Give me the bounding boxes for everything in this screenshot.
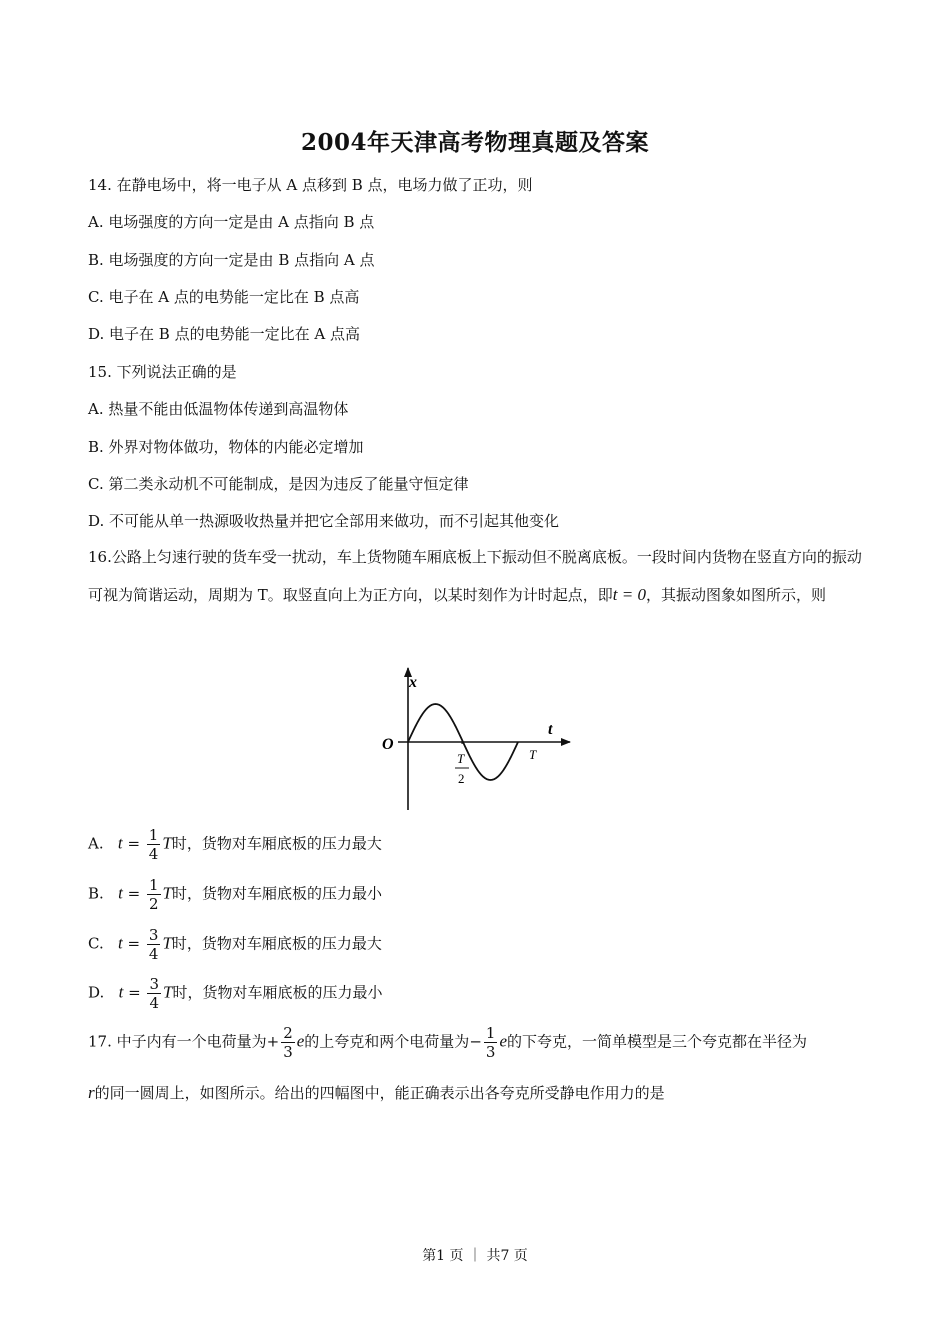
q16-option-a-eq: = bbox=[127, 834, 141, 853]
q16-option-b-eq: = bbox=[127, 884, 141, 903]
q14-stem: 14. 在静电场中，将一电子从 A 点移到 B 点，电场力做了正功，则 bbox=[88, 176, 533, 194]
period-label: T bbox=[529, 747, 537, 762]
q16-option-a-letter: A. bbox=[88, 834, 104, 853]
q16-option-a bbox=[88, 826, 382, 863]
q16-option-d bbox=[88, 975, 382, 1012]
page-footer: 第1 页 ｜ 共7 页 bbox=[422, 1248, 528, 1264]
q14-option-d: D. 电子在 B 点的电势能一定比在 A 点高 bbox=[88, 325, 360, 343]
q17-fraction-up-quark bbox=[281, 1024, 295, 1061]
q16-stem-text-2: ，其振动图象如图所示，则 bbox=[645, 586, 826, 604]
q16-option-c-var: t bbox=[118, 933, 123, 953]
q16-option-c-text: 时，货物对车厢底板的压力最大 bbox=[171, 934, 382, 953]
page-title: 2004年天津高考物理真题及答案 bbox=[300, 129, 649, 156]
q16-option-d-letter: D. bbox=[88, 983, 105, 1002]
q16-option-d-var: t bbox=[118, 982, 124, 1002]
q16-option-d-den: 4 bbox=[149, 994, 159, 1012]
q15-option-b: B. 外界对物体做功，物体的内能必定增加 bbox=[88, 438, 364, 456]
q16-option-d-num: 3 bbox=[149, 975, 159, 993]
half-period-numerator: T bbox=[457, 751, 465, 766]
q17-charge-e-2: e bbox=[499, 1031, 507, 1051]
x-axis-label: x bbox=[409, 674, 417, 691]
q16-option-b-den: 2 bbox=[148, 895, 159, 913]
q17-fraction-1-den: 3 bbox=[283, 1043, 293, 1061]
t-axis-label: t bbox=[548, 721, 553, 738]
q16-option-b-fraction bbox=[147, 876, 161, 913]
q15-option-c: C. 第二类永动机不可能制成，是因为违反了能量守恒定律 bbox=[88, 475, 469, 493]
q16-option-c-num: 3 bbox=[148, 926, 159, 944]
q14-option-a: A. 电场强度的方向一定是由 A 点指向 B 点 bbox=[88, 213, 375, 231]
q17-text-1: 17. 中子内有一个电荷量为 bbox=[88, 1032, 267, 1051]
q17-text-4: 的同一圆周上，如图所示。给出的四幅图中，能正确表示出各夸克所受静电作用力的是 bbox=[94, 1084, 665, 1102]
q17-text-3: 的下夸克，一简单模型是三个夸克都在半径为 bbox=[506, 1032, 807, 1051]
q14-option-c: C. 电子在 A 点的电势能一定比在 B 点高 bbox=[88, 288, 360, 306]
q16-option-b-text: 时，货物对车厢底板的压力最小 bbox=[172, 884, 383, 903]
q14-option-b: B. 电场强度的方向一定是由 B 点指向 A 点 bbox=[88, 251, 375, 269]
q16-option-a-den: 4 bbox=[148, 845, 159, 863]
q17-charge-e-1: e bbox=[296, 1031, 305, 1051]
q16-option-c-period: T bbox=[162, 933, 172, 953]
q17-text-2: 的上夸克和两个电荷量为 bbox=[304, 1032, 470, 1051]
q16-option-a-num: 1 bbox=[148, 826, 159, 844]
q16-option-b bbox=[88, 876, 382, 913]
q16-option-c bbox=[88, 926, 382, 963]
q17-fraction-2-num: 1 bbox=[485, 1024, 496, 1042]
q17-sign-plus: + bbox=[266, 1032, 280, 1051]
q17-fraction-2-den: 3 bbox=[485, 1043, 496, 1061]
q16-option-a-var: t bbox=[117, 833, 123, 853]
q16-option-c-letter: C. bbox=[88, 934, 104, 953]
q17-fraction-1-num: 2 bbox=[283, 1024, 293, 1042]
q16-option-d-eq: = bbox=[128, 983, 141, 1002]
q17-radius-r: r bbox=[88, 1083, 95, 1102]
q15-option-a: A. 热量不能由低温物体传递到高温物体 bbox=[88, 400, 349, 418]
q16-option-a-fraction bbox=[147, 826, 161, 863]
q16-option-d-fraction bbox=[147, 975, 161, 1012]
q15-option-d: D. 不可能从单一热源吸收热量并把它全部用来做功，而不引起其他变化 bbox=[88, 512, 560, 530]
q17-fraction-down-quark bbox=[484, 1024, 498, 1061]
q17-stem-line-2 bbox=[88, 1082, 665, 1103]
q16-option-a-period: T bbox=[162, 833, 172, 853]
q16-option-b-var: t bbox=[118, 883, 123, 903]
q17-stem-line-1 bbox=[88, 1024, 807, 1061]
origin-label: O bbox=[382, 736, 394, 753]
half-period-denominator: 2 bbox=[458, 771, 465, 786]
q16-option-c-eq: = bbox=[127, 934, 141, 953]
q16-option-c-fraction bbox=[147, 926, 161, 963]
q15-stem: 15. 下列说法正确的是 bbox=[88, 363, 237, 381]
q16-option-a-text: 时，货物对车厢底板的压力最大 bbox=[171, 834, 382, 853]
q16-option-d-period: T bbox=[163, 982, 173, 1002]
q17-sign-minus: − bbox=[469, 1032, 482, 1051]
q16-stem bbox=[88, 539, 868, 614]
q16-stem-text-1: 16.公路上匀速行驶的货车受一扰动，车上货物随车厢底板上下振动但不脱离底板。一段时间内货物在竖直方向的振动可视为简谐运动，周期为 T。取竖直向上为正方向，以某时刻作为计时起点，即 bbox=[88, 548, 862, 604]
q16-stem-math: t = 0 bbox=[612, 585, 646, 604]
q16-option-c-den: 4 bbox=[148, 945, 159, 963]
q16-option-b-letter: B. bbox=[88, 884, 104, 903]
q16-option-b-num: 1 bbox=[148, 876, 159, 894]
q16-option-b-period: T bbox=[162, 883, 172, 903]
q16-option-d-text: 时，货物对车厢底板的压力最小 bbox=[172, 983, 383, 1002]
vibration-graph bbox=[376, 662, 576, 812]
